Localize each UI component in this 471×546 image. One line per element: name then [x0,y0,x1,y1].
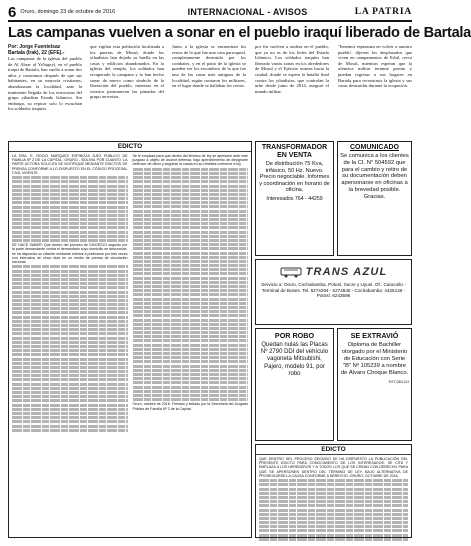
article-column-1 [8,44,82,138]
ad-comunicado-body: Se comunica a los clientes de la CI. N° 504592 que para el cambio y retiro de su documentación deben apersonarse en oficinas a la brevedad posible. Gracias. [340,153,409,200]
article-column-3: Junto a la iglesia se encuentran los restos de lo que fue una casa parroquial, completamente destruida por los combates, y en el patio de la iglesia se pueden ver los escombros de la que fue una de las casas más antiguas de la localidad, según contaron los militares, en el lugar donde se hallaban los restos. [172,44,246,89]
ad-transformador-phone: Interesados 764 - 44259 [266,195,323,202]
page-header [8,4,412,22]
trans-azul-wordmark: TRANS AZUL [305,266,388,278]
edicto-second-title: EDICTO [256,445,411,455]
article-dateline: Bartala (Irak), 22 (EFE).- [8,50,65,56]
edicto-second-notice [255,444,412,538]
ad-se-extravio [337,328,412,441]
edicto-columns [9,152,251,435]
article-body [8,44,412,138]
ad-trans-azul-body: Servicio a: Oruro, Cochabamba, Potosí, Sucre y Uyuni. Of.: Caracollo - Terminal de Buses. Tel. 5274294 - 5274645 - Cochabamba: 4425136 - Potosí: 6243696 [261,282,406,299]
section-title: INTERNACIONAL - AVISOS [187,7,308,17]
ad-transformador-title: TRANSFORMADOR EN VENTA [261,144,328,159]
article-byline: Por: Jorge Fuentelsaz [8,44,61,50]
edicto-title: EDICTO [9,142,251,152]
edicto-paragraph: SE HACE SABER: Que dentro del proceso de DIVORCIO seguido por la parte demandante contra el demandado cuyo domicilio se desconoce, se ha dispuesto su citación mediante edictos a publicarse por tres veces con intervalos de cinco días en un medio de prensa de circulación nacional. [12,243,128,265]
bus-icon [280,266,302,278]
ad-extravio-code: EXT-063-CH [388,380,409,384]
article-column-5: 'Tenemos esperanza en volver a nuestro pueblo', dijeron los desplazados que viven en campamentos de Erbil, cerca de Mosul, mientras esperan que la ofensiva militar termine pronto y puedan regresar a sus hogares en Bartala para reconstruir la iglesia y sus casas destruidas durante la ocupación. [338,44,412,89]
edicto-legal-notice [8,141,252,538]
edicto-second-body: QUE DENTRO DEL PROCESO SEGUIDO SE HA DISPUESTO LA PUBLICACIÓN DEL PRESENTE EDICTO PARA CONOCIMIENTO DE LOS INTERESADOS. SE CITA Y EMPLAZA A LOS HEREDEROS Y A TODOS LOS QUE SE CREAN CON DERECHO PARA QUE SE APERSONEN DENTRO DEL TÉRMINO DE LEY, BAJO ALTERNATIVA DE PROSEGUIRSE LA CAUSA CONFORME A DERECHO. ORURO, OCTUBRE DE 2016. [259,457,408,478]
article-column-2: que vigilan esta población localizada a los puertas de Mosul, donde los yihadistas han dejado su huella en las casas y edificios abandonados. En la iglesia del templo, los soldados han recuperado la campana y la han hecho sonar de nuevo como símbolo de la liberación del pueblo, mientras en el exterior permanecen las pintadas del grupo terrorista. [90,44,164,100]
ad-trans-azul [255,259,412,325]
ad-por-robo-title: POR ROBO [274,331,315,340]
ad-transformador-body: De distribución 75 Kva, trifásico, 50 Hz. Nuevo. Precio negociable. Informes y coordinación en horario de oficina. [259,161,330,194]
edicto-paragraph: LA DRA. E. ROCIO MARQUEZ ESPINOZA JUEZ PÚBLICO DE FAMILIA Nº 2 DE LA CAPITAL, ORURO - BOLIVIA POR CUANTO: LA PARTE ACTORA SOLICITA SE NOTIFIQUE MEDIANTE EDICTOS DE PRENSA CONFORME A LO DISPUESTO EN EL CÓDIGO PROCESAL CIVIL VIGENTE. [12,154,128,175]
page-number: 6 [8,3,17,21]
header-date: Oruro, domingo 23 de octubre de 2016 [20,9,116,15]
ad-por-robo-body: Quedan nulas las Placas Nº 2790 DDI del vehículo vagoneta Mitsubishi, Pajero, modelo 91, por robo [260,342,329,377]
ad-extravio-title: SE EXTRAVIÓ [350,331,399,340]
ad-transformador [255,141,334,256]
edicto-column-left [12,154,128,433]
edicto-paragraph: Se le emplaza para que dentro del término de ley se apersone ante este juzgado a objeto de asumir defensa, bajo apercibimiento de designarle defensor de oficio y seguirse la causa en su rebeldía conforme a ley. [132,154,248,167]
masthead-logo: LA PATRIA [354,7,412,17]
edicto-column-right [133,154,249,433]
trans-azul-logo [258,266,409,278]
article-headline: Las campanas vuelven a sonar en el pueblo iraquí liberado de Bartala [8,25,471,41]
ad-comunicado [337,141,412,256]
ad-extravio-body: Diploma de Bachiller otorgado por el Ministerio de Educación con Serie "B" Nº 105239 a nombre de Álvaro Choque Blanco. [340,342,409,376]
ad-por-robo [255,328,334,441]
article-column-text: Las campanas de la iglesia del pueblo de Al Ahrar al Ya'bigeyi, en el pueblo iraquí de Bartala, han vuelto a sonar dos años y contrinuos después de que sus habitantes, en su mayoría cristianos, abandonaran la localidad, ante la inminente llegada de los terroristas del grupo yihadista Estado Islámico. Sin embargo, su repicar solo lo escuchan los soldados iraquíes [8,56,82,112]
article-column-4: por fin vuelven a ondear en el pueblo, que ya no es de los fieles del Estado Islámico. Los soldados iraquíes han liberado varias zonas en los alrededores de Mosul y el Ejército avanza hacia la ciudad, donde se espera la batalla final contra los yihadistas, que controlan la urbe desde junio de 2014, aseguró el mando militar. [255,44,329,94]
edicto-second-content [256,455,411,544]
edicto-signature: Oruro, octubre de 2016. Firmado y sellado por la Secretaria del Juzgado Público de Familia Nº 2 de la Capital. [132,402,248,411]
ad-comunicado-title: COMUNICADO [350,144,399,151]
